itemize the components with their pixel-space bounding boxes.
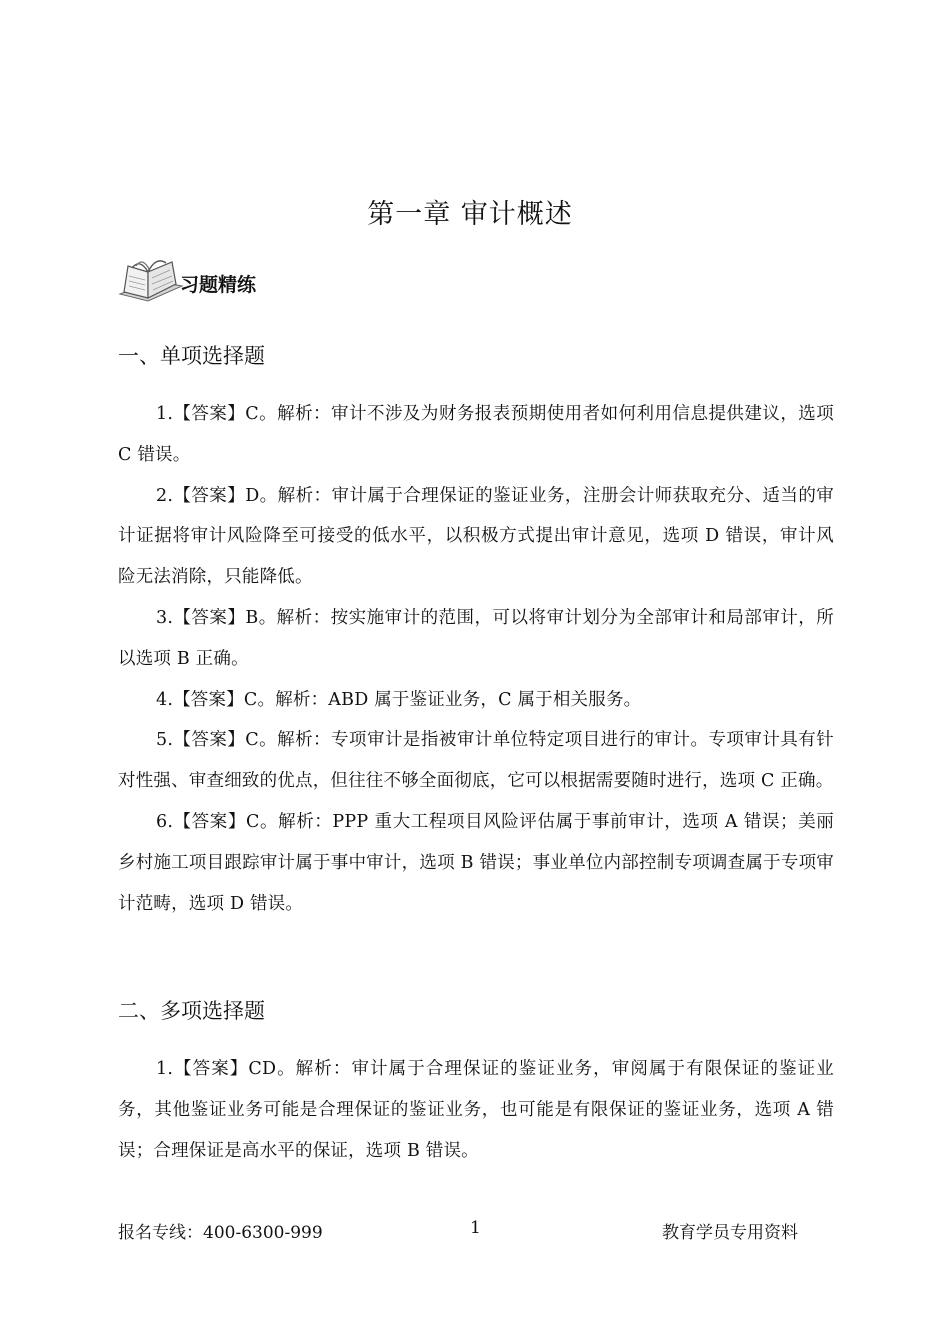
hotline-text: 报名专线：400-6300-999 <box>118 1223 323 1243</box>
answer-text: C。解析：ABD 属于鉴证业务，C 属于相关服务。 <box>243 689 642 710</box>
answer-tag: 【答案】 <box>173 689 244 710</box>
answer-number: 4. <box>156 689 174 710</box>
page-footer <box>118 1218 798 1242</box>
answer-text: C。解析：PPP 重大工程项目风险评估属于事前审计，选项 A 错误；美丽乡村施工项目跟踪审计属于事中审计，选项 B 错误；事业单位内部控制专项调查属于专项审计范畴，选项 D 错误。 <box>118 811 834 914</box>
open-book-icon <box>118 254 184 304</box>
answer-item <box>118 720 834 802</box>
answer-tag: 【答案】 <box>173 1059 249 1079</box>
single-choice-answers <box>118 394 834 924</box>
answer-tag: 【答案】 <box>173 730 246 751</box>
answer-text: B。解析：按实施审计的范围，可以将审计划分为全部审计和局部审计，所以选项 B 正确。 <box>118 607 834 669</box>
answer-tag: 【答案】 <box>173 404 246 424</box>
answer-text: CD。解析：审计属于合理保证的鉴证业务，审阅属于有限保证的鉴证业务，其他鉴证业务可能是合理保证的鉴证业务，也可能是有限保证的鉴证业务，选项 A 错误；合理保证是高水平的保证，选项 B 错误。 <box>118 1059 834 1161</box>
answer-text: C。解析：专项审计是指被审计单位特定项目进行的审计。专项审计具有针对性强、审查细致的优点，但往往不够全面彻底，它可以根据需要随时进行，选项 C 正确。 <box>118 730 834 792</box>
answer-item <box>118 802 834 924</box>
answer-item <box>118 394 834 476</box>
answer-item <box>118 680 834 721</box>
footer-note: 教育学员专用资料 <box>662 1223 798 1243</box>
answer-tag: 【答案】 <box>173 607 246 628</box>
answer-item <box>118 1049 834 1171</box>
answer-number: 5. <box>156 730 174 751</box>
practice-label: 习题精练 <box>180 274 257 296</box>
answer-tag: 【答案】 <box>173 485 246 506</box>
answer-text: C。解析：审计不涉及为财务报表预期使用者如何利用信息提供建议，选项 C 错误。 <box>118 404 834 465</box>
section-heading-single-choice: 一、单项选择题 <box>118 344 265 368</box>
answer-number: 1. <box>156 1059 174 1079</box>
chapter-title: 第一章 审计概述 <box>367 199 573 230</box>
answer-number: 1. <box>156 404 174 424</box>
answer-number: 2. <box>156 485 174 506</box>
answer-text: D。解析：审计属于合理保证的鉴证业务，注册会计师获取充分、适当的审计证据将审计风险降至可接受的低水平，以积极方式提出审计意见，选项 D 错误，审计风险无法消除，只能降低。 <box>118 485 834 588</box>
answer-number: 3. <box>156 607 174 628</box>
section-heading-multiple-choice: 二、多项选择题 <box>118 999 265 1023</box>
answer-tag: 【答案】 <box>173 811 246 832</box>
page-number: 1 <box>470 1218 481 1238</box>
multiple-choice-answers <box>118 1049 834 1171</box>
practice-banner <box>118 254 338 304</box>
answer-number: 6. <box>156 811 174 832</box>
answer-item <box>118 476 834 598</box>
answer-item <box>118 598 834 680</box>
